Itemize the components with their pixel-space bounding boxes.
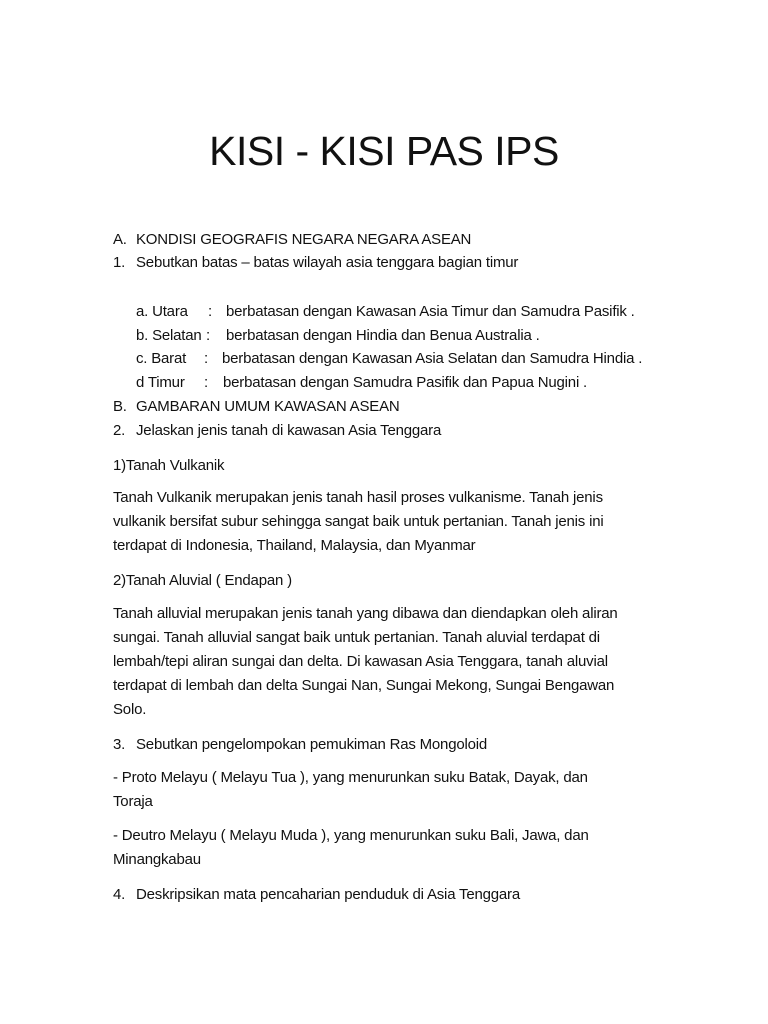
question-4 xyxy=(113,886,520,904)
question-1 xyxy=(113,254,518,272)
question-text: Jelaskan jenis tanah di kawasan Asia Tenggara xyxy=(136,422,442,439)
border-label: a. Utara xyxy=(136,303,188,320)
paragraph-line: Tanah alluvial merupakan jenis tanah yang dibawa dan diendapkan oleh aliran xyxy=(113,605,618,622)
question-text: Sebutkan pengelompokan pemukiman Ras Mongoloid xyxy=(136,736,488,753)
paragraph-line: Tanah Vulkanik merupakan jenis tanah hasil proses vulkanisme. Tanah jenis xyxy=(113,489,603,506)
border-north xyxy=(136,303,635,321)
list-marker: 1. xyxy=(113,254,126,271)
paragraph-line: Minangkabau xyxy=(113,851,201,868)
list-marker: 2. xyxy=(113,422,126,439)
paragraph-line: vulkanik bersifat subur sehingga sangat baik untuk pertanian. Tanah jenis ini xyxy=(113,513,604,530)
paragraph-line: terdapat di Indonesia, Thailand, Malaysia, dan Myanmar xyxy=(113,537,476,554)
paragraph-line: terdapat di lembah dan delta Sungai Nan, Sungai Mekong, Sungai Bengawan xyxy=(113,677,615,694)
question-text: Deskripsikan mata pencaharian penduduk di Asia Tenggara xyxy=(136,886,520,903)
paragraph-line: - Deutro Melayu ( Melayu Muda ), yang menurunkan suku Bali, Jawa, dan xyxy=(113,827,589,844)
paragraph-line: Toraja xyxy=(113,793,153,810)
border-east xyxy=(136,374,587,392)
border-text: berbatasan dengan Hindia dan Benua Australia . xyxy=(226,327,540,344)
list-marker: 3. xyxy=(113,736,126,753)
border-label: b. Selatan xyxy=(136,327,202,344)
separator: : xyxy=(204,374,208,391)
paragraph-line: - Proto Melayu ( Melayu Tua ), yang menurunkan suku Batak, Dayak, dan xyxy=(113,769,588,786)
border-label: c. Barat xyxy=(136,350,187,367)
border-text: berbatasan dengan Samudra Pasifik dan Papua Nugini . xyxy=(223,374,588,391)
border-west xyxy=(136,350,642,368)
separator: : xyxy=(208,303,212,320)
heading-text: KONDISI GEOGRAFIS NEGARA NEGARA ASEAN xyxy=(136,231,472,248)
heading-text: GAMBARAN UMUM KAWASAN ASEAN xyxy=(136,398,400,415)
question-text: Sebutkan batas – batas wilayah asia tenggara bagian timur xyxy=(136,254,519,271)
paragraph-line: sungai. Tanah alluvial sangat baik untuk pertanian. Tanah aluvial terdapat di xyxy=(113,629,600,646)
list-marker: A. xyxy=(113,231,127,248)
section-b-heading xyxy=(113,398,400,416)
paragraph-line: lembah/tepi aliran sungai dan delta. Di kawasan Asia Tenggara, tanah aluvial xyxy=(113,653,608,670)
question-2 xyxy=(113,422,441,440)
section-a-heading xyxy=(113,231,471,249)
document-title: KISI - KISI PAS IPS xyxy=(209,128,559,174)
list-marker: B. xyxy=(113,398,127,415)
border-label: d Timur xyxy=(136,374,185,391)
border-text: berbatasan dengan Kawasan Asia Selatan dan Samudra Hindia . xyxy=(222,350,643,367)
question-3 xyxy=(113,736,487,754)
border-text: berbatasan dengan Kawasan Asia Timur dan Samudra Pasifik . xyxy=(226,303,635,320)
soil-2-heading: 2)Tanah Aluvial ( Endapan ) xyxy=(113,572,292,589)
separator: : xyxy=(204,350,208,367)
list-marker: 4. xyxy=(113,886,126,903)
border-south xyxy=(136,327,540,345)
soil-1-heading: 1)Tanah Vulkanik xyxy=(113,457,225,474)
paragraph-line: Solo. xyxy=(113,701,147,718)
separator: : xyxy=(206,327,210,344)
